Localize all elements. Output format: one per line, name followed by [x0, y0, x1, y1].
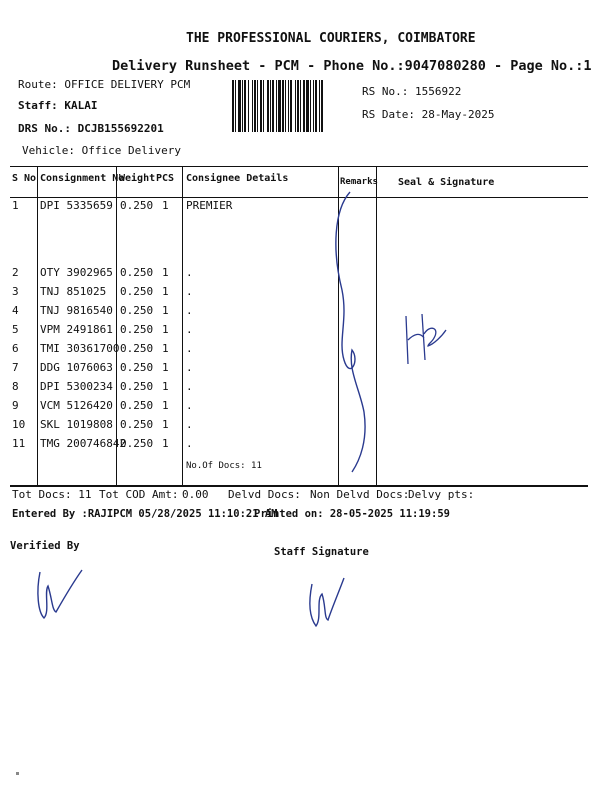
cell-consignment: VCM 5126420 — [40, 399, 113, 412]
remarks-pen-stroke — [330, 190, 380, 480]
cell-consignment: TNJ 9816540 — [40, 304, 113, 317]
cell-sno: 5 — [12, 323, 19, 336]
company-title: THE PROFESSIONAL COURIERS, COIMBATORE — [186, 31, 476, 46]
table-row — [10, 399, 590, 418]
header-seal: Seal & Signature — [398, 177, 495, 188]
table-row — [10, 266, 590, 285]
cell-sno: 10 — [12, 418, 26, 431]
verified-signature — [30, 562, 90, 622]
cell-pcs: 1 — [162, 323, 169, 336]
cell-sno: 3 — [12, 285, 19, 298]
cell-sno: 6 — [12, 342, 19, 355]
vehicle-label: Vehicle: Office Delivery — [22, 144, 181, 157]
printed-on: Printed on: 28-05-2025 11:19:59 — [254, 508, 450, 520]
table-row — [10, 361, 590, 380]
cell-weight: 0.250 — [120, 437, 154, 450]
table-row — [10, 418, 590, 437]
cell-pcs: 1 — [162, 399, 169, 412]
cell-consignment: SKL 1019808 — [40, 418, 113, 431]
cell-consignee: . — [186, 418, 193, 431]
rs-number: RS No.: 1556922 — [362, 85, 462, 98]
table-row — [10, 342, 590, 361]
cell-weight: 0.250 — [120, 342, 154, 355]
table-row — [10, 437, 590, 456]
drs-number: DRS No.: DCJB155692201 — [18, 122, 164, 135]
cell-sno: 9 — [12, 399, 19, 412]
cell-consignment: TMG 200746842 — [40, 437, 127, 450]
cell-consignee: . — [186, 266, 193, 279]
header-remarks: Remarks — [340, 177, 378, 187]
cell-pcs: 1 — [162, 342, 169, 355]
cell-sno: 4 — [12, 304, 19, 317]
cell-weight: 0.250 — [120, 266, 154, 279]
cell-consignee: . — [186, 323, 193, 336]
barcode-image — [232, 80, 356, 132]
cell-sno: 7 — [12, 361, 19, 374]
table-row — [10, 304, 590, 323]
tot-cod-value: 0.00 — [182, 488, 209, 501]
staff-signature-label: Staff Signature — [274, 546, 369, 558]
cell-weight: 0.250 — [120, 285, 154, 298]
seal-signature-hr — [398, 304, 458, 374]
table-header-border — [10, 197, 588, 198]
cell-consignee: . — [186, 304, 193, 317]
delvd-docs: Delvd Docs: — [228, 488, 301, 501]
non-delvd-docs: Non Delvd Docs: — [310, 488, 410, 501]
header-pcs: PCS — [156, 173, 175, 184]
cell-sno: 1 — [12, 199, 19, 212]
cell-consignment: TNJ 851025 — [40, 285, 107, 298]
header-weight: Weight — [119, 173, 156, 184]
delvy-pts: Delvy pts: — [408, 488, 475, 501]
header-consignment: Consignment No — [40, 173, 125, 184]
cell-sno: 8 — [12, 380, 19, 393]
tot-docs: Tot Docs: 11 — [12, 488, 92, 501]
runsheet-subtitle: Delivery Runsheet - PCM - Phone No.:9047080280 - Page No.:1 — [112, 58, 592, 74]
cell-consignee: PREMIER — [186, 199, 233, 212]
cell-weight: 0.250 — [120, 418, 154, 431]
table-row — [10, 380, 590, 399]
cell-consignment: VPM 2491861 — [40, 323, 113, 336]
cell-pcs: 1 — [162, 361, 169, 374]
header-sno: S No — [12, 173, 37, 184]
cell-weight: 0.250 — [120, 399, 154, 412]
cell-consignee: . — [186, 361, 193, 374]
cell-consignee: . — [186, 380, 193, 393]
cell-weight: 0.250 — [120, 199, 154, 212]
cell-sno: 11 — [12, 437, 26, 450]
cell-consignee: . — [186, 437, 193, 450]
staff-signature — [300, 572, 350, 632]
staff-label: Staff: KALAI — [18, 99, 98, 112]
rs-date: RS Date: 28-May-2025 — [362, 108, 495, 121]
cell-pcs: 1 — [162, 437, 169, 450]
cell-sno: 2 — [12, 266, 19, 279]
cell-consignee: . — [186, 285, 193, 298]
cell-pcs: 1 — [162, 380, 169, 393]
cell-pcs: 1 — [162, 285, 169, 298]
cell-consignment: OTY 3902965 — [40, 266, 113, 279]
cell-pcs: 1 — [162, 266, 169, 279]
table-top-border — [10, 166, 588, 167]
cell-consignment: TMI 30361700 — [40, 342, 120, 355]
route-label: Route: OFFICE DELIVERY PCM — [18, 78, 191, 91]
cell-consignee: . — [186, 399, 193, 412]
table-row — [10, 199, 590, 218]
cell-weight: 0.250 — [120, 304, 154, 317]
header-consignee: Consignee Details — [186, 173, 289, 184]
table-row — [10, 323, 590, 342]
cell-pcs: 1 — [162, 418, 169, 431]
cell-consignment: DPI 5300234 — [40, 380, 113, 393]
entered-by: Entered By :RAJIPCM 05/28/2025 11:10:21 AM — [12, 508, 278, 520]
no-of-docs: No.Of Docs: 11 — [186, 461, 262, 471]
page-speck — [16, 772, 19, 775]
cell-pcs: 1 — [162, 199, 169, 212]
cell-consignee: . — [186, 342, 193, 355]
cell-consignment: DPI 5335659 — [40, 199, 113, 212]
cell-weight: 0.250 — [120, 323, 154, 336]
footer-border — [10, 486, 588, 487]
cell-weight: 0.250 — [120, 380, 154, 393]
cell-weight: 0.250 — [120, 361, 154, 374]
cell-consignment: DDG 1076063 — [40, 361, 113, 374]
tot-cod-label: Tot COD Amt: — [99, 488, 179, 501]
cell-pcs: 1 — [162, 304, 169, 317]
table-row — [10, 285, 590, 304]
verified-by-label: Verified By — [10, 540, 80, 552]
